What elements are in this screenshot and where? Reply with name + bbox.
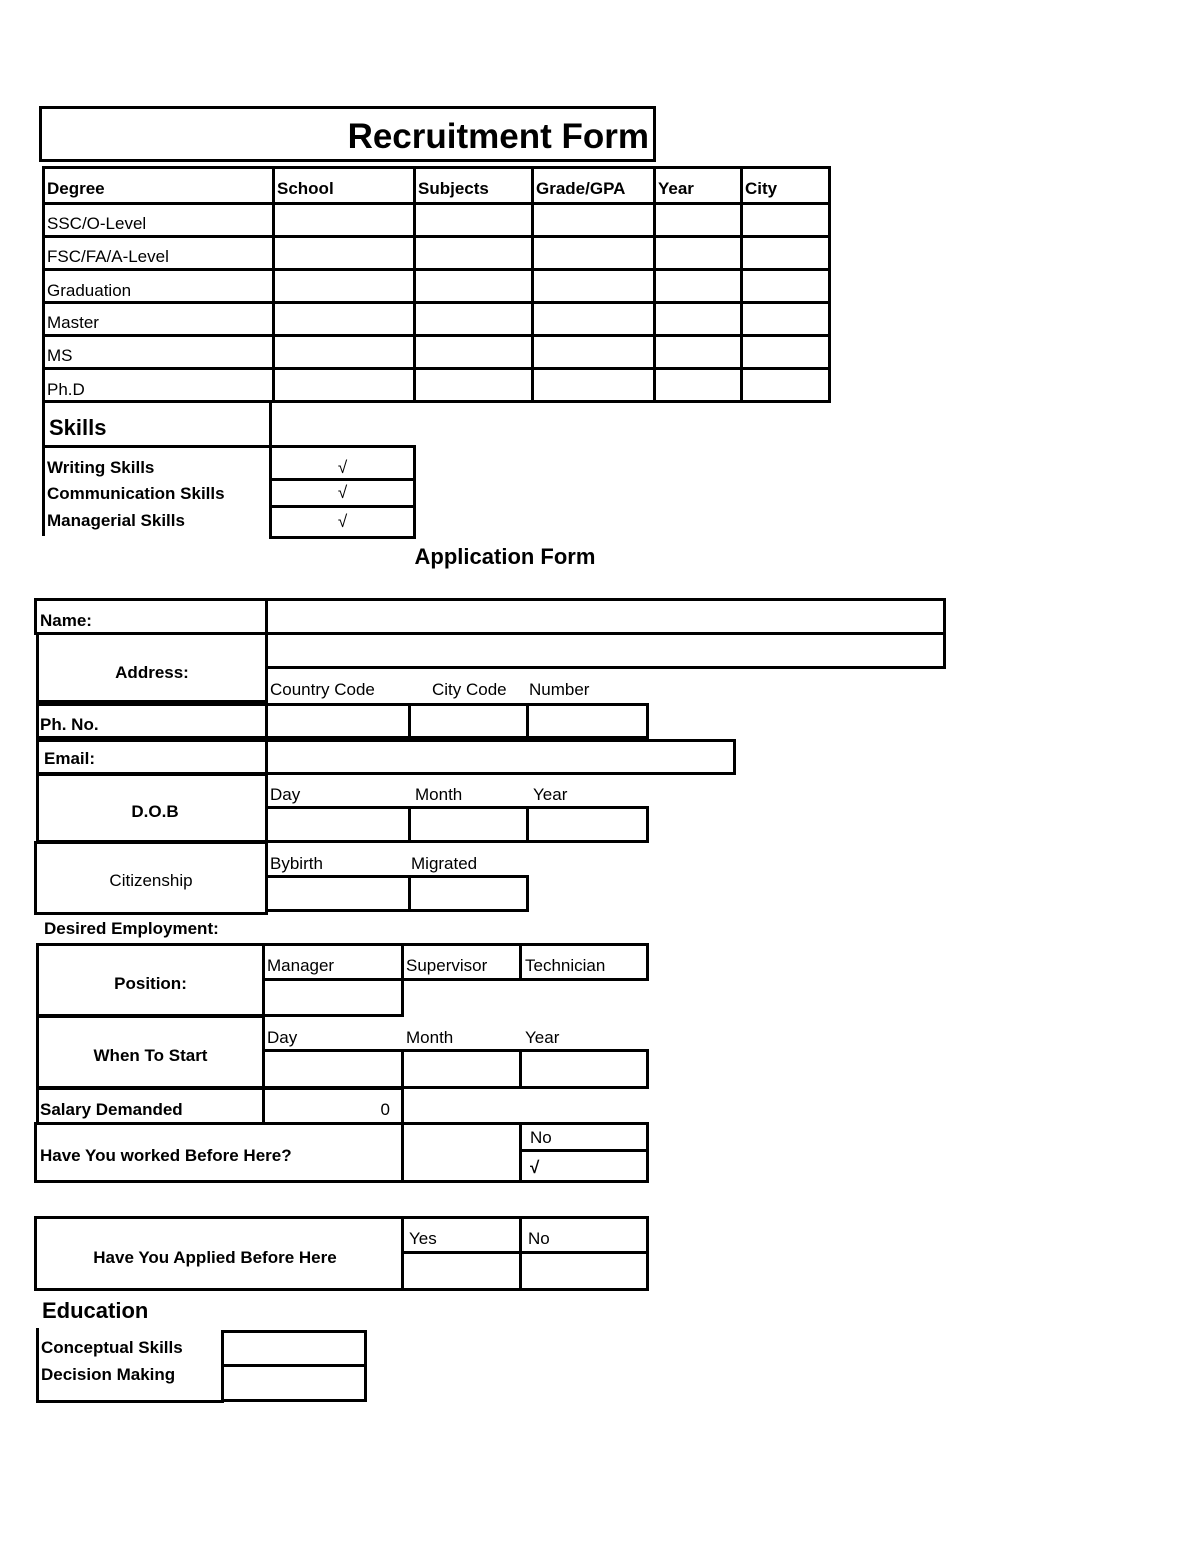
- skill-label: Managerial Skills: [47, 511, 185, 530]
- application-heading: Application Form: [414, 544, 596, 569]
- dob-sub-label: Year: [533, 785, 568, 804]
- degree-row: FSC/FA/A-Level: [47, 247, 169, 266]
- phone-city-input[interactable]: [408, 703, 529, 739]
- header-grade: Grade/GPA: [536, 179, 626, 198]
- dob-month-input[interactable]: [408, 806, 529, 843]
- position-input[interactable]: [262, 978, 404, 1017]
- citizenship-sub-label: Migrated: [411, 854, 478, 873]
- phone-label: Ph. No.: [40, 715, 99, 734]
- name-label: Name:: [40, 611, 92, 630]
- citizenship-label: Citizenship: [109, 871, 193, 890]
- start-month-input[interactable]: [401, 1049, 522, 1089]
- start-sub-label: Month: [406, 1028, 454, 1047]
- skill-label: Communication Skills: [47, 484, 225, 503]
- applied-no-label: No: [528, 1229, 550, 1248]
- title-box: [39, 106, 656, 162]
- email-label: Email:: [44, 749, 96, 768]
- header-school: School: [277, 179, 334, 198]
- name-input[interactable]: [265, 598, 946, 635]
- worked-label: Have You worked Before Here?: [40, 1146, 292, 1165]
- phone-sub-label: City Code: [432, 680, 507, 699]
- header-subjects: Subjects: [418, 179, 489, 198]
- phone-number-input[interactable]: [526, 703, 649, 739]
- employment-heading: Desired Employment:: [44, 919, 219, 938]
- start-day-input[interactable]: [262, 1049, 404, 1089]
- applied-label: Have You Applied Before Here: [93, 1248, 337, 1267]
- education-heading: Education: [42, 1298, 149, 1323]
- skills-heading-box: [42, 403, 272, 448]
- address-input[interactable]: [265, 632, 946, 669]
- degree-row: MS: [47, 346, 73, 365]
- position-label: Position:: [114, 974, 187, 993]
- skills-heading: Skills: [49, 415, 107, 440]
- start-label: When To Start: [93, 1046, 208, 1065]
- header-city: City: [745, 179, 778, 198]
- header-degree: Degree: [47, 179, 105, 198]
- address-label: Address:: [115, 663, 189, 682]
- header-year: Year: [658, 179, 694, 198]
- phone-country-input[interactable]: [265, 703, 411, 739]
- phone-sub-label: Country Code: [270, 680, 375, 699]
- phone-sub-label: Number: [529, 680, 590, 699]
- degree-row: SSC/O-Level: [47, 214, 147, 233]
- dob-label: D.O.B: [131, 802, 179, 821]
- worked-yes-input[interactable]: [401, 1122, 522, 1183]
- degree-row: Graduation: [47, 281, 132, 300]
- salary-label: Salary Demanded: [40, 1100, 183, 1119]
- dob-sub-label: Month: [415, 785, 463, 804]
- skill-check[interactable]: √: [337, 458, 348, 477]
- degree-row: Master: [47, 313, 99, 332]
- position-option[interactable]: Technician: [525, 956, 606, 975]
- dob-sub-label: Day: [270, 785, 301, 804]
- education-skill-label: Decision Making: [41, 1365, 176, 1384]
- skill-check[interactable]: √: [337, 512, 348, 531]
- dob-year-input[interactable]: [526, 806, 649, 843]
- degree-row: Ph.D: [47, 380, 85, 399]
- applied-yes-label: Yes: [409, 1229, 437, 1248]
- salary-value: 0: [380, 1100, 390, 1119]
- start-year-input[interactable]: [519, 1049, 649, 1089]
- email-input[interactable]: [265, 739, 736, 775]
- start-sub-label: Day: [267, 1028, 298, 1047]
- page-title: Recruitment Form: [347, 117, 649, 156]
- dob-day-input[interactable]: [265, 806, 411, 843]
- citizenship-sub-label: Bybirth: [270, 854, 323, 873]
- skill-label: Writing Skills: [47, 458, 155, 477]
- worked-no-label: No: [530, 1128, 552, 1147]
- position-option[interactable]: Supervisor: [406, 956, 488, 975]
- education-skill-label: Conceptual Skills: [41, 1338, 183, 1357]
- position-option[interactable]: Manager: [267, 956, 335, 975]
- skill-check[interactable]: √: [337, 483, 348, 502]
- start-sub-label: Year: [525, 1028, 560, 1047]
- citizenship-migrated-input[interactable]: [408, 875, 529, 912]
- worked-check[interactable]: √: [530, 1158, 540, 1177]
- citizenship-bybirth-input[interactable]: [265, 875, 411, 912]
